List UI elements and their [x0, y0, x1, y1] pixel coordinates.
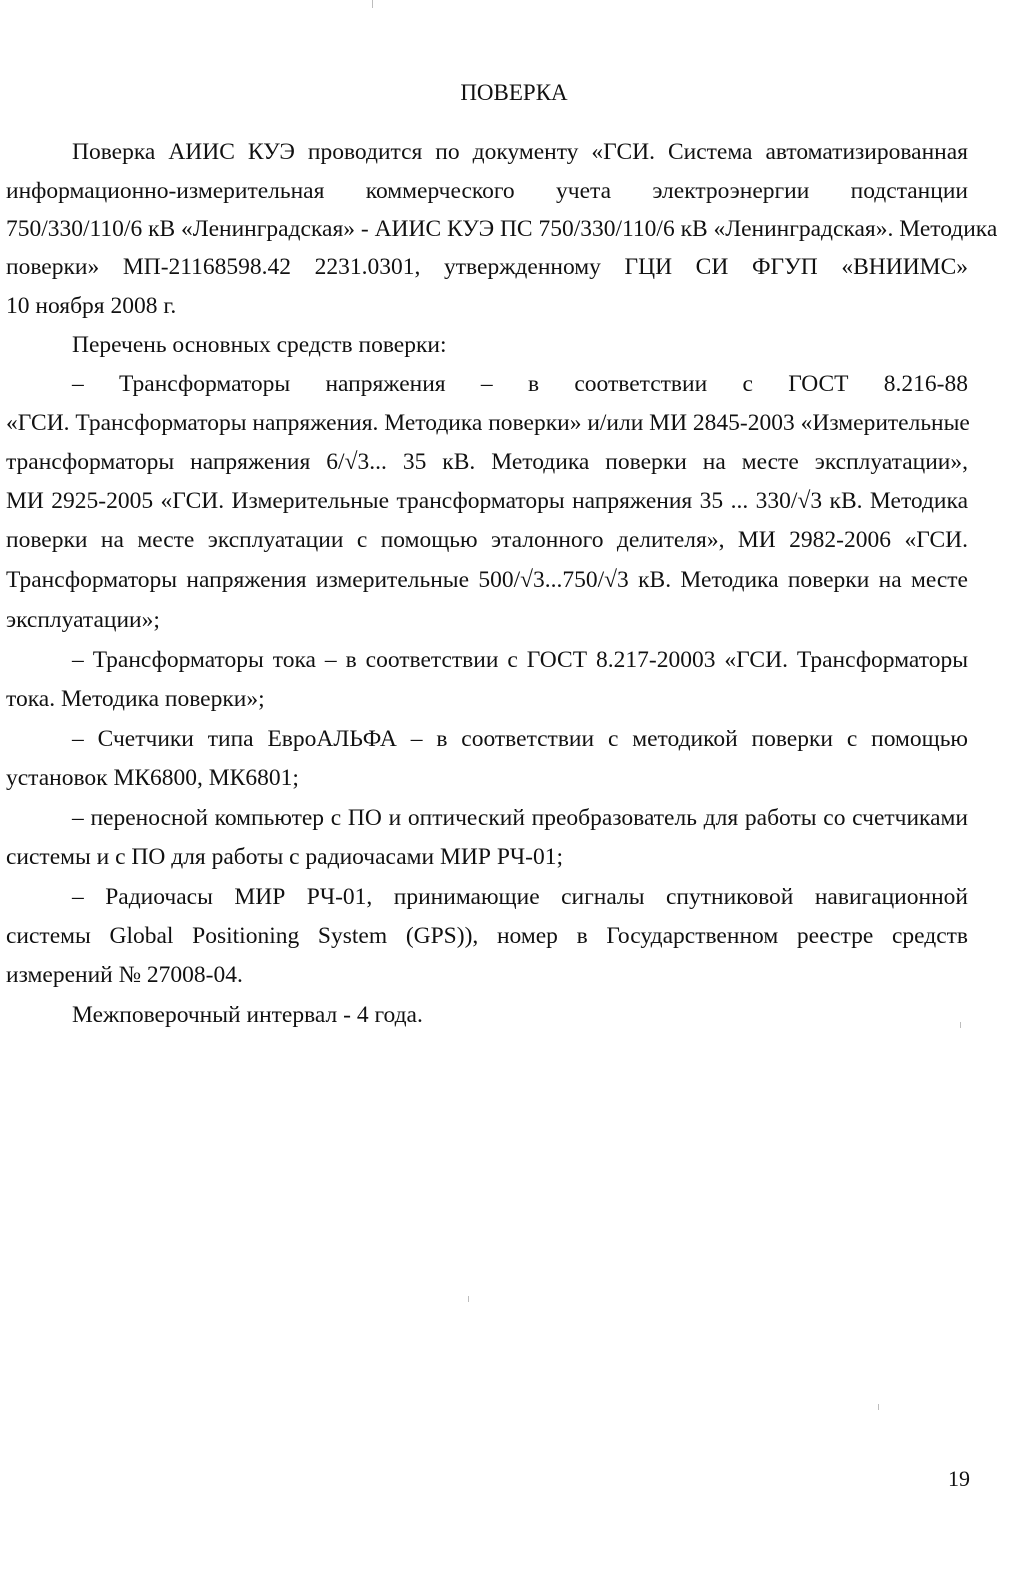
text-line: МИ 2925-2005 «ГСИ. Измерительные трансформаторы напряжения 35 ... 330/√3 кВ. Методика [6, 488, 968, 514]
text-line: 10 ноября 2008 г. [6, 293, 177, 319]
text-line: «ГСИ. Трансформаторы напряжения. Методика поверки» и/или МИ 2845-2003 «Измерительные [6, 410, 970, 436]
text-line: поверки на месте эксплуатации с помощью эталонного делителя», МИ 2982-2006 «ГСИ. [6, 527, 968, 553]
scan-artifact [372, 0, 373, 8]
text-line: – Радиочасы МИР РЧ-01, принимающие сигналы спутниковой навигационной [72, 884, 968, 910]
scan-artifact [960, 1022, 961, 1028]
text-line: установок МК6800, МК6801; [6, 765, 299, 791]
scan-artifact [468, 1296, 469, 1302]
text-line: эксплуатации»; [6, 607, 160, 633]
text-line: измерений № 27008-04. [6, 962, 243, 988]
text-line: Перечень основных средств поверки: [72, 332, 447, 358]
text-line: поверки» МП-21168598.42 2231.0301, утвержденному ГЦИ СИ ФГУП «ВНИИМС» [6, 254, 968, 280]
page-number: 19 [948, 1466, 970, 1491]
text-line: – Трансформаторы напряжения – в соответствии с ГОСТ 8.216-88 [72, 371, 968, 397]
text-line: Трансформаторы напряжения измерительные 500/√3...750/√3 кВ. Методика поверки на месте [6, 567, 968, 593]
text-line: – Трансформаторы тока – в соответствии с ГОСТ 8.217-20003 «ГСИ. Трансформаторы [72, 647, 968, 673]
text-line: тока. Методика поверки»; [6, 686, 265, 712]
scan-artifact [878, 1404, 879, 1410]
text-line: трансформаторы напряжения 6/√3... 35 кВ. Методика поверки на месте эксплуатации», [6, 449, 968, 475]
page-title: ПОВЕРКА [460, 80, 568, 105]
text-line: – Счетчики типа ЕвроАЛЬФА – в соответствии с методикой поверки с помощью [72, 726, 968, 752]
text-line: 750/330/110/6 кВ «Ленинградская» - АИИС КУЭ ПС 750/330/110/6 кВ «Ленинградская». Методика [6, 216, 998, 242]
text-line: Межповерочный интервал - 4 года. [72, 1002, 423, 1028]
text-line: системы Global Positioning System (GPS)), номер в Государственном реестре средств [6, 923, 968, 949]
text-line: информационно-измерительная коммерческого учета электроэнергии подстанции [6, 178, 968, 204]
text-line: системы и с ПО для работы с радиочасами МИР РЧ-01; [6, 844, 564, 870]
text-line: Поверка АИИС КУЭ проводится по документу «ГСИ. Система автоматизированная [72, 139, 968, 165]
text-line: – переносной компьютер с ПО и оптический преобразователь для работы со счетчиками [72, 805, 968, 831]
